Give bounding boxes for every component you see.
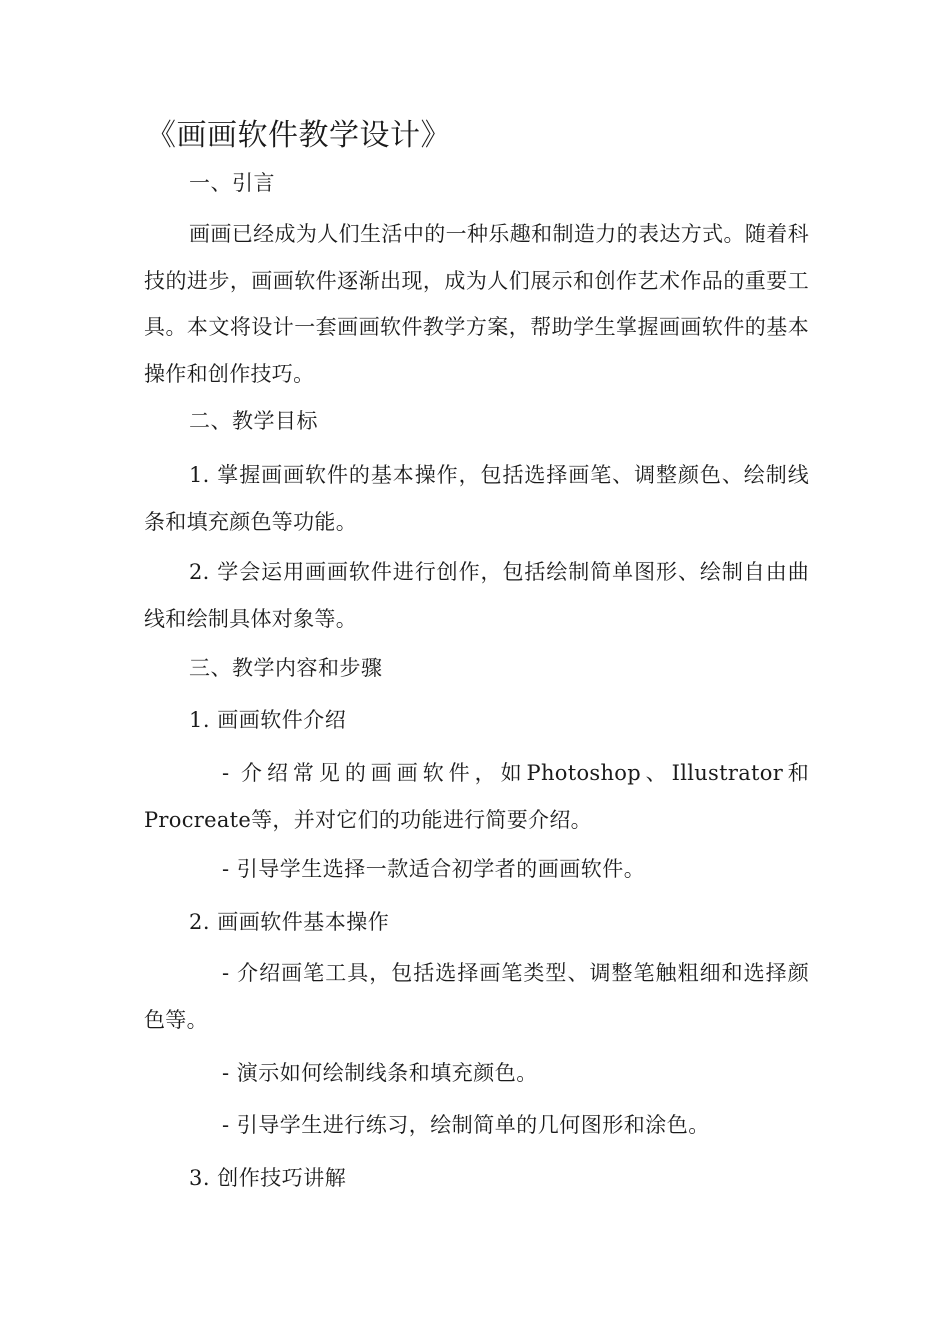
goal-item-1: 1. 掌握画画软件的基本操作，包括选择画笔、调整颜色、绘制线条和填充颜色等功能。 — [144, 463, 809, 534]
step-2-item-3: - 引导学生进行练习，绘制简单的几何图形和涂色。 — [222, 1113, 710, 1137]
section-heading-content: 三、教学内容和步骤 — [189, 656, 383, 680]
step-1-item-1: - 介绍常见的画画软件，如Photoshop、Illustrator和Procreate等，并对它们的功能进行简要介绍。 — [144, 761, 809, 832]
step-1-item-2: - 引导学生选择一款适合初学者的画画软件。 — [222, 857, 646, 881]
document-title: 《画画软件教学设计》 — [146, 118, 451, 153]
section-heading-goals: 二、教学目标 — [189, 409, 318, 433]
goal-item-2: 2. 学会运用画画软件进行创作，包括绘制简单图形、绘制自由曲线和绘制具体对象等。 — [144, 560, 809, 631]
step-2-item-2: - 演示如何绘制线条和填充颜色。 — [222, 1061, 538, 1085]
step-1-heading: 1. 画画软件介绍 — [189, 708, 347, 732]
section-heading-intro: 一、引言 — [189, 171, 275, 195]
step-2-item-1: - 介绍画笔工具，包括选择画笔类型、调整笔触粗细和选择颜色等。 — [144, 961, 809, 1032]
intro-paragraph: 画画已经成为人们生活中的一种乐趣和制造力的表达方式。随着科技的进步，画画软件逐渐出现，成为人们展示和创作艺术作品的重要工具。本文将设计一套画画软件教学方案，帮助学生掌握画画软件的基本操作和创作技巧。 — [144, 222, 809, 386]
step-3-heading: 3. 创作技巧讲解 — [189, 1166, 347, 1190]
step-2-heading: 2. 画画软件基本操作 — [189, 910, 390, 934]
